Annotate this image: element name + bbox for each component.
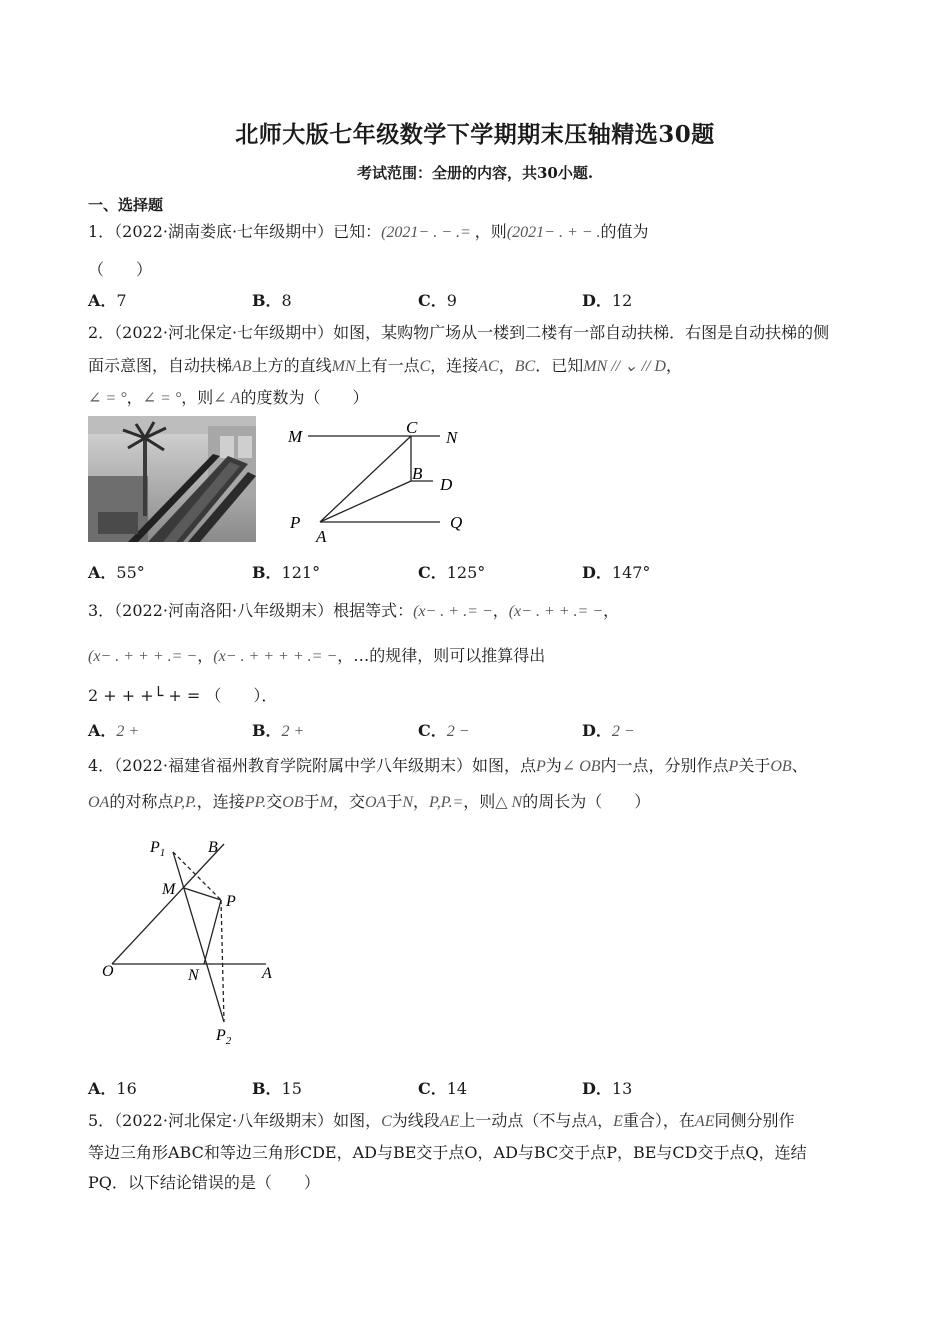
q4-option-d[interactable]: D．13 [582,1079,633,1098]
label-p2: $P_2$ [216,1027,232,1047]
q3-line3: 2 + + +└ + = （ ）． [88,686,278,705]
q5-line3: PQ．以下结论错误的是（ ） [88,1173,320,1192]
label-b: B [208,839,218,856]
q4-figure [96,830,296,1055]
q2-line3: ∠ = °，∠ = °，则∠ A的度数为（ ） [88,388,369,407]
page-title: 北师大版七年级数学下学期期末压轴精选30题 [235,121,715,148]
q2-line2: 面示意图，自动扶梯AB上方的直线MN上有一点C，连接AC，BC．已知MN // ⌄ // D， [88,356,682,375]
q3-option-b[interactable]: B．2 + [252,721,305,740]
label-p: P [290,513,301,532]
q1-paren: （ ） [88,260,153,279]
q1-expr1: (2021− . − .= [381,224,475,241]
label-c: C [406,418,418,437]
label-o: O [102,963,114,980]
q3-option-d[interactable]: D．2 − [582,721,635,740]
q4-line1: 4．（2022·福建省福州教育学院附属中学八年级期末）如图，点P为∠ OB内一点，分别作点P关于OB、 [88,756,808,775]
q2-option-c[interactable]: C．125° [418,563,486,582]
q2-figure [280,418,470,548]
label-d: D [440,475,453,494]
q1-expr2: (2021− . + − . [506,224,601,241]
q5-line2: 等边三角形ABC和等边三角形CDE，AD与BE交于点O，AD与BC交于点P，BE与CD交于点Q，连结 [88,1143,807,1162]
q3-line1: 3．（2022·河南洛阳·八年级期末）根据等式：(x− . + .= −，(x− . + + .= −， [88,601,620,620]
label-m: M [288,427,303,446]
q1-option-d[interactable]: D．12 [582,291,633,310]
q4-line2: OA的对称点P,P.，连接PP.交OB于M，交OA于N，P,P.=，则△ N的周长为（ ） [88,792,651,811]
label-p1: $P_1$ [150,839,166,859]
q1-stem: 1．（2022·湖南娄底·七年级期中）已知：(2021− . − .= ，则(2021− . + − .的值为 [88,222,649,241]
label-b: B [412,464,423,483]
label-a: A [316,527,327,546]
q3-option-a[interactable]: A．2 + [88,721,140,740]
section-heading: 一、选择题 [88,196,164,214]
q2-option-d[interactable]: D．147° [582,563,651,582]
q2-option-b[interactable]: B．121° [252,563,321,582]
q1-option-a[interactable]: A．7 [88,291,127,310]
q4-option-a[interactable]: A．16 [88,1079,137,1098]
label-n: N [188,967,199,984]
label-n: N [446,428,458,447]
label-m: M [162,881,176,898]
q4-option-b[interactable]: B．15 [252,1079,302,1098]
q3-line2: (x− . + + + .= −，(x− . + + + + .= −，…的规律，则可以推算得出 [88,646,546,665]
label-a: A [262,965,272,982]
q5-line1: 5．（2022·河北保定·八年级期末）如图，C为线段AE上一动点（不与点A，E重合），在AE同侧分别作 [88,1111,795,1130]
q1-option-c[interactable]: C．9 [418,291,457,310]
q4-option-c[interactable]: C．14 [418,1079,468,1098]
q2-option-a[interactable]: A．55° [88,563,145,582]
label-p: P [226,893,236,910]
exam-scope: 考试范围：全册的内容，共30小题. [356,164,594,182]
q2-line1: 2．（2022·河北保定·七年级期中）如图，某购物广场从一楼到二楼有一部自动扶梯．右图是自动扶梯的侧 [88,323,830,342]
q1-option-b[interactable]: B．8 [252,291,292,310]
label-q: Q [450,513,463,532]
q3-option-c[interactable]: C．2 − [418,721,470,740]
escalator-photo [88,416,256,542]
